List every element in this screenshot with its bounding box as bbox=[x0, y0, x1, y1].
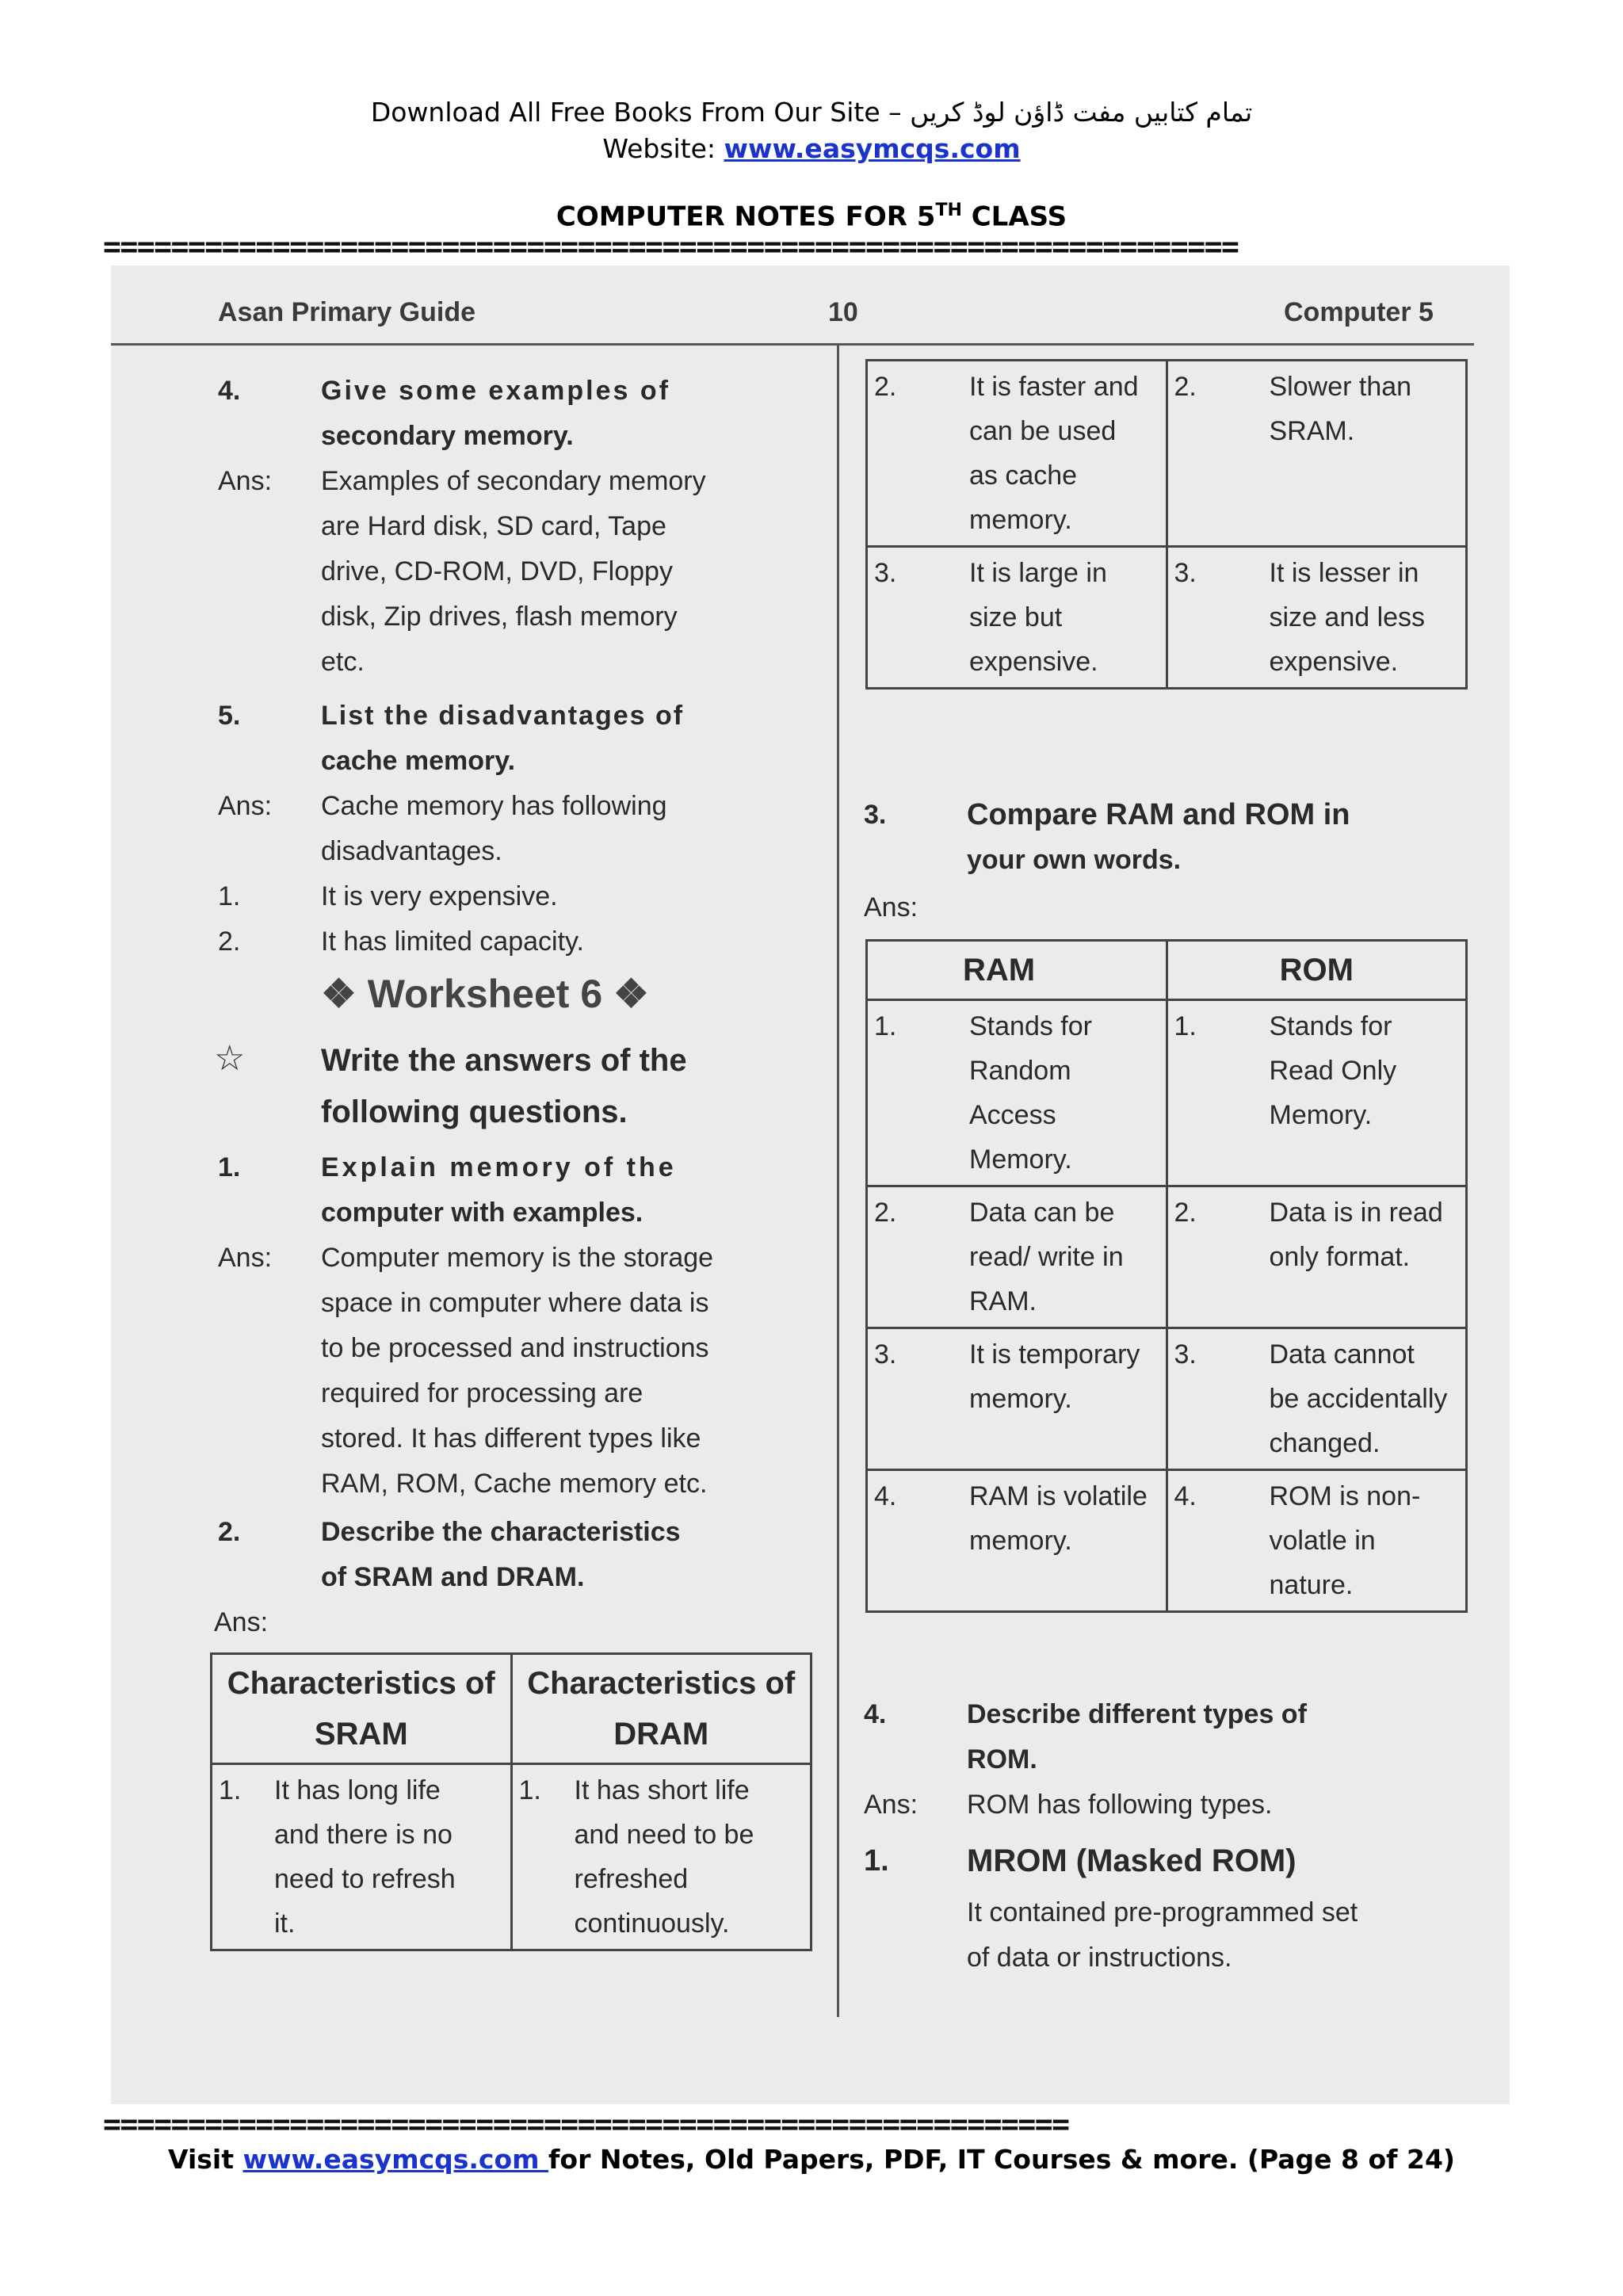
page-title: COMPUTER NOTES FOR 5TH CLASS bbox=[556, 201, 1067, 233]
a5-item2-number: 2. bbox=[218, 926, 241, 957]
q1-question-line2: computer with examples. bbox=[321, 1198, 643, 1228]
mrom-number: 1. bbox=[864, 1844, 889, 1878]
a1-line5: stored. It has different types like bbox=[321, 1423, 701, 1454]
q4-right-question-line2: ROM. bbox=[967, 1744, 1037, 1775]
footer-text: for Notes, Old Papers, PDF, IT Courses & more. (Page 8 of 24) bbox=[548, 2144, 1455, 2175]
q5-number: 5. bbox=[218, 701, 241, 731]
answer-label: Ans: bbox=[218, 466, 273, 496]
table-row: 2. Data can be read/ write in RAM. 2. Data is in read only format. bbox=[867, 1186, 1467, 1328]
ram-cell: RAM is volatile memory. bbox=[969, 1481, 1148, 1556]
q4-question-line2: secondary memory. bbox=[321, 421, 574, 451]
a5-line1: Cache memory has following bbox=[321, 791, 667, 821]
q4-right-number: 4. bbox=[864, 1699, 887, 1729]
bottom-separator: ========================================================= bbox=[103, 2112, 1069, 2137]
top-separator: =================================================================== bbox=[103, 235, 1239, 260]
q4-number: 4. bbox=[218, 376, 241, 406]
mrom-title: MROM (Masked ROM) bbox=[967, 1843, 1296, 1878]
rom-cell: ROM is non-volatle in nature. bbox=[1269, 1481, 1421, 1600]
rom-cell: Data is in read only format. bbox=[1269, 1198, 1443, 1272]
q2-number: 2. bbox=[218, 1517, 241, 1547]
ram-cell: Data can be read/ write in RAM. bbox=[969, 1198, 1124, 1316]
answer-label: Ans: bbox=[214, 1607, 269, 1637]
sram-cell: It is large in size but expensive. bbox=[969, 558, 1107, 677]
sram-cell: It has long life and there is no need to refresh it. bbox=[274, 1775, 456, 1939]
website-label: Website: bbox=[602, 133, 716, 164]
a5-item1: It is very expensive. bbox=[321, 881, 558, 911]
q2-question-line1: Describe the characteristics bbox=[321, 1517, 681, 1547]
website-link[interactable]: www.easymcqs.com bbox=[724, 133, 1021, 164]
ram-rom-table bbox=[865, 939, 1468, 1613]
footer-visit: Visit bbox=[168, 2144, 243, 2175]
a1-line4: required for processing are bbox=[321, 1378, 643, 1408]
table-row: 1. It has long life and there is no need to refresh it. 1. It has short life and need to be refreshed continuously. bbox=[212, 1764, 812, 1950]
dram-cell: It has short life and need to be refreshed continuously. bbox=[574, 1775, 754, 1939]
page-rule bbox=[111, 343, 1474, 346]
a4-line3: drive, CD-ROM, DVD, Floppy bbox=[321, 556, 673, 586]
ram-cell: It is temporary memory. bbox=[969, 1339, 1140, 1414]
guide-name: Asan Primary Guide bbox=[218, 297, 476, 327]
q5-question-line2: cache memory. bbox=[321, 746, 516, 776]
rom-cell: Stands for Read Only Memory. bbox=[1269, 1011, 1397, 1130]
q5-question-line1: List the disadvantages of bbox=[321, 701, 685, 731]
instruction-line1: Write the answers of the bbox=[321, 1043, 687, 1078]
q4-question-line1: Give some examples of bbox=[321, 376, 670, 406]
a4-line1: Examples of secondary memory bbox=[321, 466, 706, 496]
q1-number: 1. bbox=[218, 1152, 241, 1182]
a5-item2: It has limited capacity. bbox=[321, 926, 584, 957]
answer-label: Ans: bbox=[864, 1790, 918, 1820]
ram-cell: Stands for Random Access Memory. bbox=[969, 1011, 1092, 1175]
worksheet-title: ❖ Worksheet 6 ❖ bbox=[321, 972, 649, 1016]
q3-number: 3. bbox=[864, 800, 887, 830]
table-row: 2. It is faster and can be used as cache memory. 2. Slower than SRAM. bbox=[867, 361, 1467, 547]
scanned-page bbox=[111, 266, 1510, 2104]
a1-line6: RAM, ROM, Cache memory etc. bbox=[321, 1469, 708, 1499]
dram-header: Characteristics of DRAM bbox=[511, 1654, 812, 1764]
a1-line2: space in computer where data is bbox=[321, 1288, 709, 1318]
sram-dram-table bbox=[210, 1652, 812, 1951]
mrom-line1: It contained pre-programmed set bbox=[967, 1897, 1358, 1927]
a5-line2: disadvantages. bbox=[321, 836, 502, 866]
download-banner: Download All Free Books From Our Site – تمام کتابیں مفت ڈاؤن لوڈ کریں bbox=[370, 97, 1253, 128]
a5-item1-number: 1. bbox=[218, 881, 241, 911]
footer-line bbox=[0, 2144, 1623, 2175]
a4-line4: disk, Zip drives, flash memory bbox=[321, 602, 678, 632]
q3-question-line2: your own words. bbox=[967, 845, 1182, 875]
table-row: 4. RAM is volatile memory. 4. ROM is non-volatle in nature. bbox=[867, 1470, 1467, 1612]
a1-line1: Computer memory is the storage bbox=[321, 1243, 714, 1273]
answer-label: Ans: bbox=[218, 791, 273, 821]
table-row: 3. It is temporary memory. 3. Data cannot be accidentally changed. bbox=[867, 1328, 1467, 1470]
q1-question-line1: Explain memory of the bbox=[321, 1152, 677, 1182]
q4-right-question-line1: Describe different types of bbox=[967, 1699, 1307, 1729]
table-row: 3. It is large in size but expensive. 3. It is lesser in size and less expensive. bbox=[867, 547, 1467, 689]
subject-name: Computer 5 bbox=[1284, 297, 1434, 327]
q2-question-line2: of SRAM and DRAM. bbox=[321, 1562, 585, 1592]
rom-header: ROM bbox=[1167, 941, 1467, 1000]
instruction-line2: following questions. bbox=[321, 1095, 628, 1129]
table-row: 1. Stands for Random Access Memory. 1. Stands for Read Only Memory. bbox=[867, 1000, 1467, 1186]
a4-line2: are Hard disk, SD card, Tape bbox=[321, 511, 666, 541]
ornament-right-icon: ❖ bbox=[602, 972, 649, 1016]
dram-cell: Slower than SRAM. bbox=[1269, 372, 1412, 446]
q3-question-line1: Compare RAM and ROM in bbox=[967, 798, 1350, 831]
a4-right-answer: ROM has following types. bbox=[967, 1790, 1273, 1820]
page-number: 10 bbox=[828, 297, 858, 327]
sram-cell: It is faster and can be used as cache memory. bbox=[969, 372, 1139, 535]
a1-line3: to be processed and instructions bbox=[321, 1333, 709, 1363]
sram-header: Characteristics of SRAM bbox=[212, 1654, 512, 1764]
column-rule bbox=[837, 345, 839, 2017]
dram-cell: It is lesser in size and less expensive. bbox=[1269, 558, 1426, 677]
website-line bbox=[0, 132, 1623, 166]
rom-cell: Data cannot be accidentally changed. bbox=[1269, 1339, 1448, 1458]
sram-dram-table-continued bbox=[865, 359, 1468, 690]
answer-label: Ans: bbox=[864, 892, 918, 923]
ram-header: RAM bbox=[867, 941, 1167, 1000]
answer-label: Ans: bbox=[218, 1243, 273, 1273]
ornament-left-icon: ❖ bbox=[321, 972, 368, 1016]
a4-line5: etc. bbox=[321, 647, 365, 677]
mrom-line2: of data or instructions. bbox=[967, 1943, 1232, 1973]
footer-link[interactable]: www.easymcqs.com bbox=[242, 2144, 549, 2175]
star-icon: ☆ bbox=[214, 1039, 246, 1078]
